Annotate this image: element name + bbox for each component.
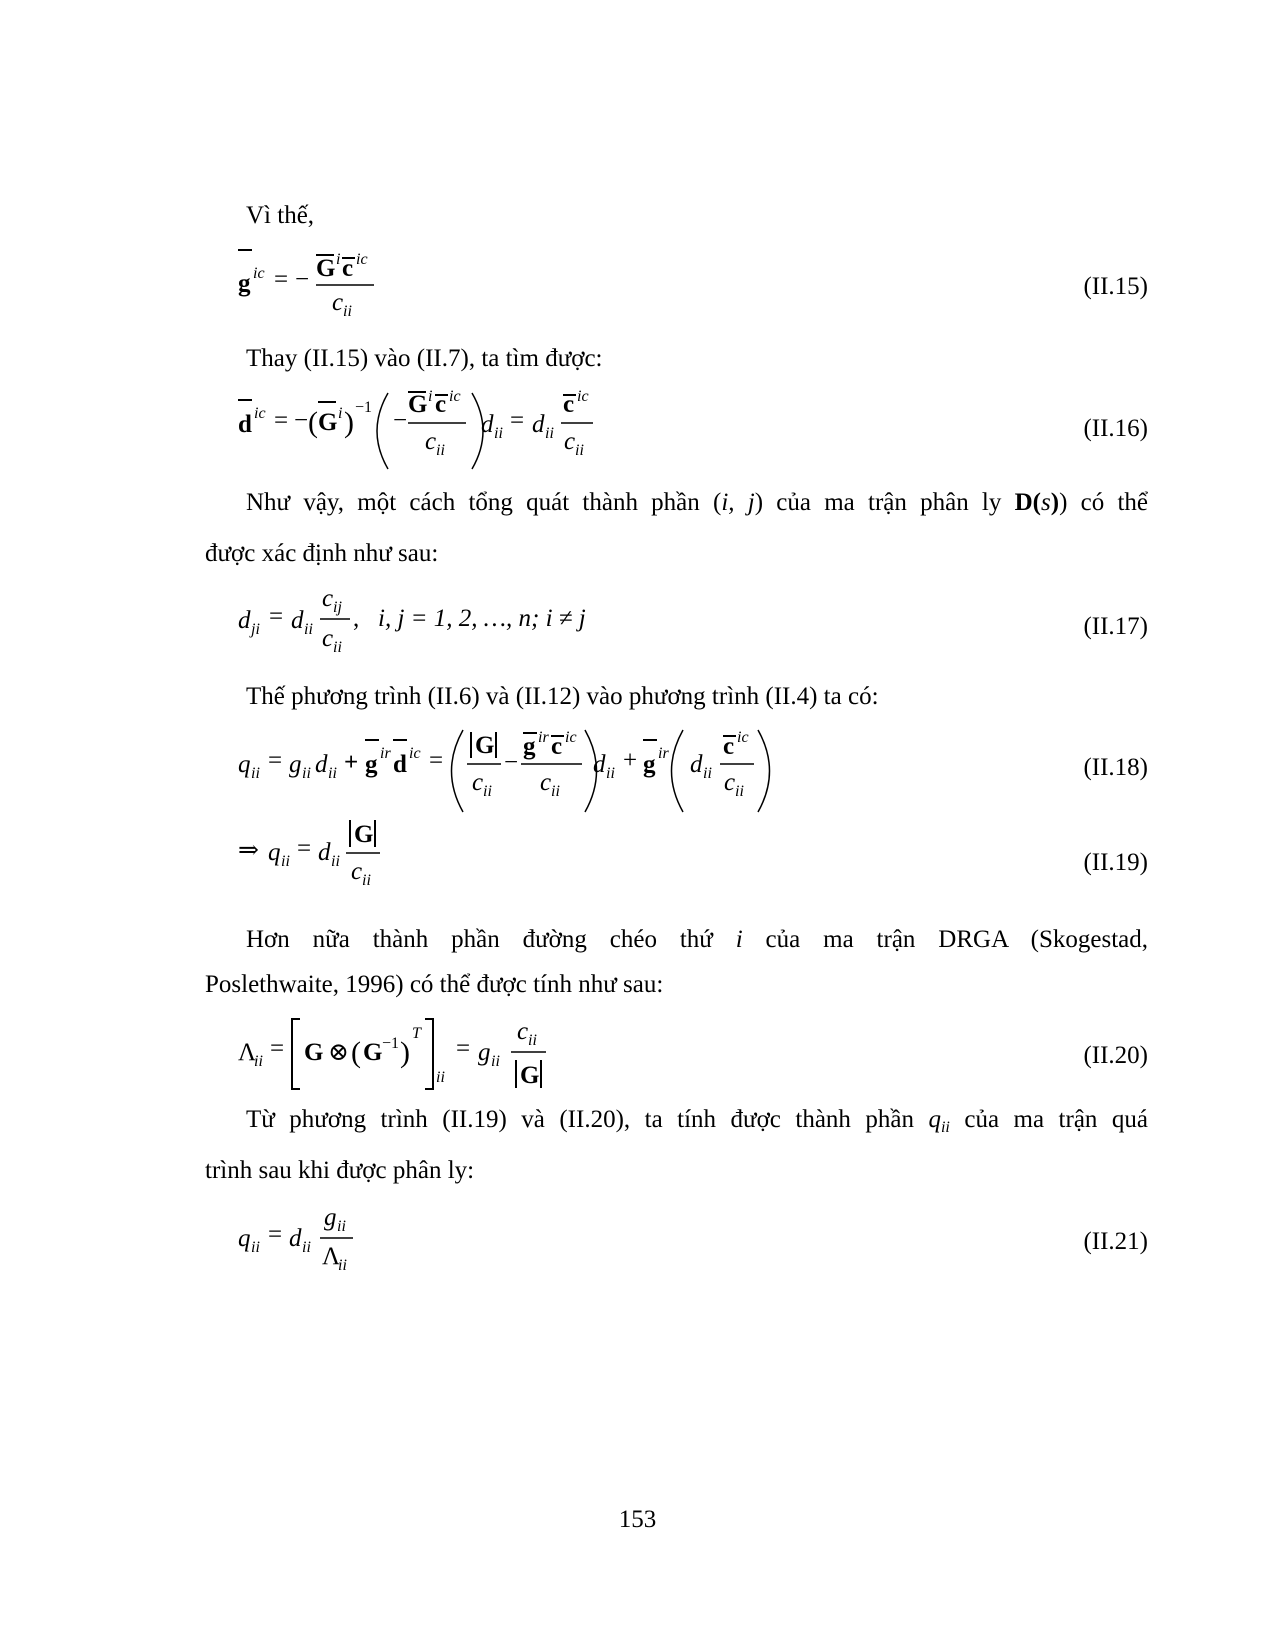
svg-text:(: (	[351, 1036, 361, 1069]
svg-text:ii: ii	[703, 765, 712, 782]
svg-text:+: +	[623, 747, 638, 774]
paragraph-vi-the: Vì thế,	[246, 202, 315, 229]
svg-text:i: i	[428, 388, 433, 405]
equation-number-II-21: (II.21)	[1083, 1228, 1148, 1255]
svg-text:ir: ir	[538, 729, 549, 746]
paragraph-nhu-vay-line2: được xác định như sau:	[205, 540, 439, 567]
svg-text:−: −	[294, 407, 309, 434]
svg-text:ii: ii	[606, 765, 615, 782]
equation-number-II-18: (II.18)	[1083, 754, 1148, 781]
svg-text:=: =	[270, 1035, 285, 1062]
svg-text:d: d	[315, 751, 328, 778]
svg-text:q: q	[238, 751, 251, 778]
svg-text:c: c	[724, 769, 736, 796]
svg-text:ii: ii	[251, 765, 260, 782]
svg-text:c: c	[517, 1018, 529, 1045]
svg-text:ii: ii	[436, 442, 445, 459]
svg-text:c: c	[322, 585, 334, 612]
svg-text:ir: ir	[380, 745, 391, 762]
svg-text:=: =	[269, 603, 284, 630]
svg-text:=: =	[429, 747, 444, 774]
svg-text:d: d	[291, 607, 304, 634]
equation-number-II-16: (II.16)	[1083, 415, 1148, 442]
svg-text:G: G	[316, 255, 336, 282]
svg-text:ii: ii	[494, 425, 503, 442]
equation-II-17-condition: i, j = 1, 2, …, n; i ≠ j	[378, 605, 586, 632]
svg-text:d: d	[393, 751, 407, 778]
svg-text:ii: ii	[333, 639, 342, 656]
svg-text:d: d	[238, 607, 251, 634]
paragraph-hon-nua-line1: Hơn nữa thành phần đường chéo thứ i của ma trận DRGA (Skogestad,	[246, 926, 1148, 953]
svg-text:ii: ii	[436, 1069, 445, 1086]
svg-text:d: d	[593, 751, 606, 778]
equation-number-II-17: (II.17)	[1083, 613, 1148, 640]
svg-text:q: q	[268, 839, 281, 866]
svg-text:ii: ii	[251, 1239, 260, 1256]
svg-text:c: c	[540, 769, 552, 796]
equation-number-II-15: (II.15)	[1083, 273, 1148, 300]
svg-text:−: −	[295, 266, 310, 293]
svg-text:G: G	[318, 409, 338, 436]
svg-text:ii: ii	[483, 783, 492, 800]
svg-text:=: =	[297, 835, 312, 862]
svg-text:T: T	[412, 1025, 421, 1042]
paragraph-tu-phuong-trinh-line2: trình sau khi được phân ly:	[205, 1157, 475, 1184]
svg-text:c: c	[551, 733, 563, 760]
svg-text:=: =	[274, 266, 289, 293]
svg-text:G: G	[354, 821, 374, 848]
svg-text:): )	[344, 406, 354, 439]
svg-text:d: d	[532, 411, 545, 438]
svg-text:ic: ic	[253, 265, 265, 282]
svg-text:ic: ic	[737, 729, 749, 746]
svg-text:q: q	[238, 1225, 251, 1252]
paragraph-the-phuong-trinh: Thế phương trình (II.6) và (II.12) vào phương trình (II.4) ta có:	[246, 683, 879, 710]
svg-text:ii: ii	[302, 765, 311, 782]
paragraph-thay: Thay (II.15) vào (II.7), ta tìm được:	[246, 345, 603, 372]
svg-text:−1: −1	[382, 1035, 400, 1052]
svg-text:=: =	[268, 1221, 283, 1248]
svg-text:c: c	[342, 255, 354, 282]
svg-text:ji: ji	[251, 621, 260, 638]
svg-text:=: =	[274, 407, 289, 434]
svg-text:d: d	[238, 411, 252, 438]
svg-text:ic: ic	[409, 745, 421, 762]
svg-text:=: =	[456, 1035, 471, 1062]
svg-text:ii: ii	[575, 442, 584, 459]
svg-text:,: ,	[353, 605, 360, 632]
svg-text:=: =	[510, 407, 525, 434]
svg-text:−: −	[393, 407, 408, 434]
svg-text:ii: ii	[331, 853, 340, 870]
svg-text:c: c	[351, 858, 363, 885]
svg-text:ic: ic	[356, 251, 368, 268]
svg-text:G: G	[363, 1039, 383, 1066]
svg-text:ic: ic	[565, 729, 577, 746]
paragraph-nhu-vay-line1: Như vậy, một cách tổng quát thành phần (i, j) của ma trận phân ly D(s)) có thể	[246, 489, 1148, 516]
svg-text:g: g	[238, 270, 251, 297]
svg-text:ir: ir	[658, 745, 669, 762]
svg-text:ii: ii	[545, 425, 554, 442]
svg-text:G: G	[520, 1062, 540, 1089]
svg-text:Λ: Λ	[238, 1039, 257, 1066]
svg-text:ic: ic	[449, 388, 461, 405]
svg-text:g: g	[523, 733, 536, 760]
page-number: 153	[618, 1506, 657, 1533]
svg-text:c: c	[723, 733, 735, 760]
svg-text:ii: ii	[551, 783, 560, 800]
paragraph-tu-phuong-trinh-line1: Từ phương trình (II.19) và (II.20), ta tính được thành phần $q_{ii}$ của ma trận quá	[246, 1106, 1148, 1136]
svg-text:=: =	[268, 747, 283, 774]
svg-text:ii: ii	[338, 1257, 347, 1274]
equation-II-16	[238, 388, 618, 478]
paragraph-hon-nua-line2: Poslethwaite, 1996) có thể được tính như sau:	[205, 971, 664, 998]
svg-text:i: i	[336, 251, 341, 268]
svg-text:c: c	[322, 625, 334, 652]
equation-II-15	[238, 248, 418, 328]
svg-text:c: c	[472, 769, 484, 796]
svg-text:g: g	[324, 1204, 337, 1231]
equation-number-II-20: (II.20)	[1083, 1042, 1148, 1069]
svg-text:ic: ic	[577, 388, 589, 405]
svg-text:ii: ii	[362, 872, 371, 889]
svg-text:ii: ii	[281, 853, 290, 870]
svg-text:i: i	[338, 405, 343, 422]
svg-text:G: G	[304, 1039, 324, 1066]
svg-text:(: (	[308, 406, 318, 439]
svg-text:c: c	[332, 289, 344, 316]
svg-text:ic: ic	[254, 405, 266, 422]
svg-text:ii: ii	[735, 783, 744, 800]
svg-text:ii: ii	[528, 1032, 537, 1049]
equation-II-20	[238, 1014, 558, 1099]
svg-text:ii: ii	[337, 1218, 346, 1235]
svg-text:c: c	[435, 391, 447, 418]
svg-text:d: d	[481, 411, 494, 438]
svg-text:⇒: ⇒	[238, 837, 259, 864]
equation-II-17	[238, 582, 618, 662]
svg-text:d: d	[289, 1225, 302, 1252]
svg-text:g: g	[289, 751, 302, 778]
equation-II-18	[238, 726, 798, 816]
svg-text:ii: ii	[343, 303, 352, 320]
svg-text:d: d	[690, 751, 703, 778]
svg-text:c: c	[425, 428, 437, 455]
svg-text:Λ: Λ	[322, 1243, 341, 1270]
svg-text:g: g	[365, 751, 378, 778]
svg-text:⊗: ⊗	[328, 1039, 349, 1066]
svg-text:): )	[400, 1036, 410, 1069]
svg-text:c: c	[563, 391, 575, 418]
svg-text:+: +	[344, 749, 359, 776]
svg-text:ii: ii	[328, 765, 337, 782]
svg-text:G: G	[408, 391, 428, 418]
svg-text:g: g	[643, 751, 656, 778]
svg-text:ij: ij	[333, 599, 342, 616]
svg-text:c: c	[564, 428, 576, 455]
svg-text:ii: ii	[302, 1239, 311, 1256]
svg-text:G: G	[475, 732, 495, 759]
equation-II-19	[238, 814, 418, 894]
svg-text:ii: ii	[254, 1053, 263, 1070]
equation-number-II-19: (II.19)	[1083, 849, 1148, 876]
svg-text:−: −	[504, 749, 519, 776]
svg-text:ii: ii	[491, 1053, 500, 1070]
equation-II-21	[238, 1200, 398, 1280]
svg-text:g: g	[478, 1039, 491, 1066]
svg-text:−1: −1	[355, 399, 373, 416]
svg-text:ii: ii	[304, 621, 313, 638]
svg-text:d: d	[318, 839, 331, 866]
